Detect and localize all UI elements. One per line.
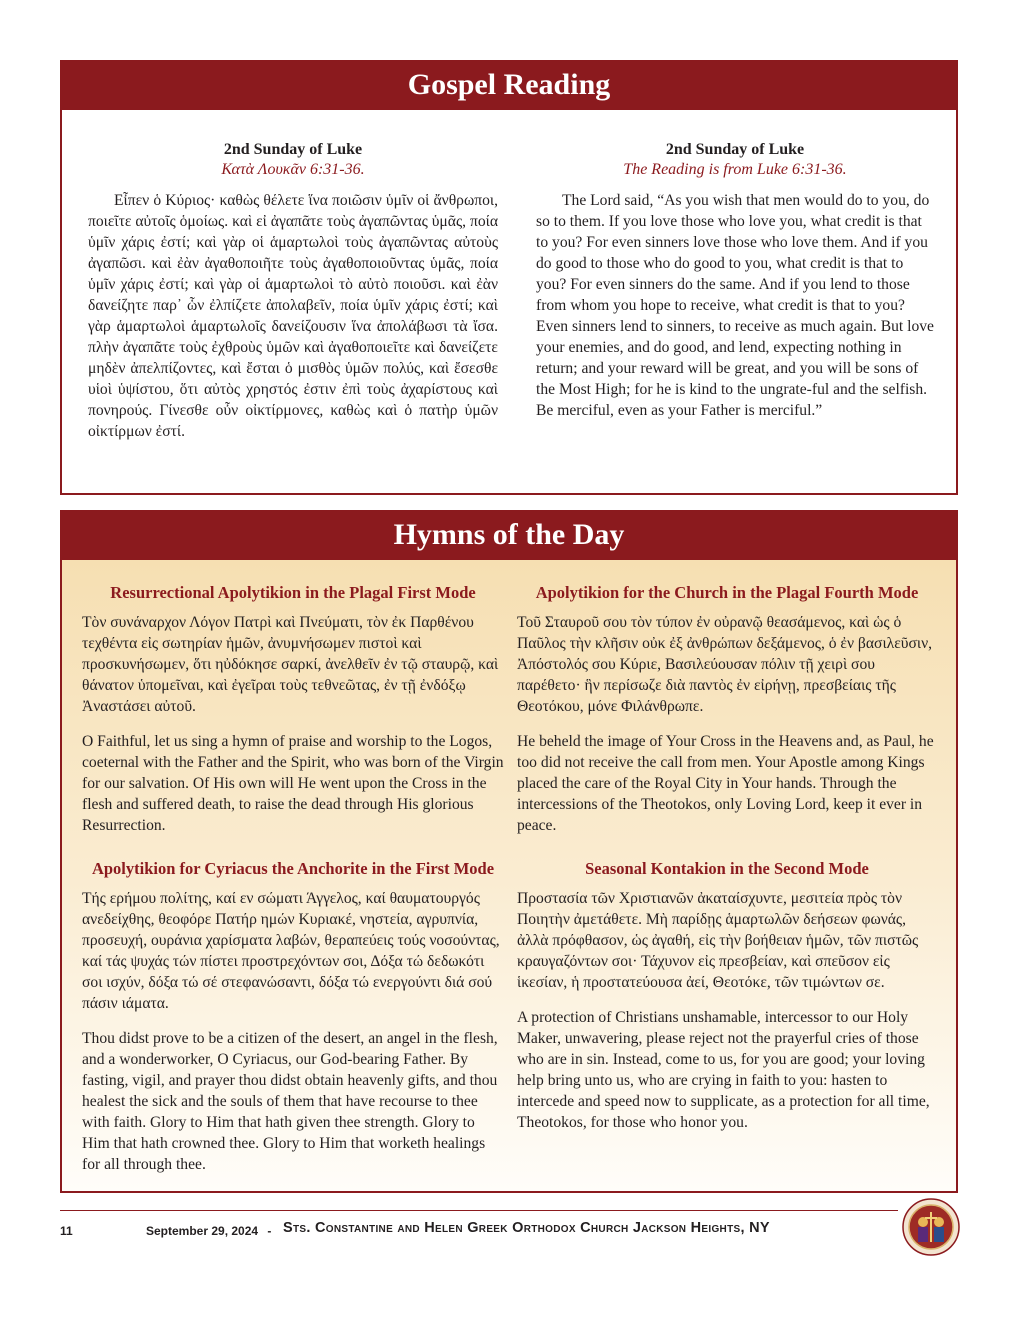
hymns-heading: Hymns of the Day xyxy=(62,512,956,560)
gospel-greek-title: 2nd Sunday of Luke xyxy=(223,141,363,158)
hymn-greek-text: Τής ερήμου πολίτης, καί εν σώματι Άγγελος, καί θαυματουργός ανεδείχθης, θεοφόρε Πατήρ ημών Κυριακέ, νηστεία, αγρυπνία, προσευχή, ουράνια χαρίσματα λαβών, θεραπεύεις τούς νοσούντας, καί τάς ψυχάς τών πίστει προστρεχόντων σοι, Δόξα τώ δεδωκότι σοι ισχύν, δόξα τώ σέ στεφανώσαντι, δόξα τώ ενεργούντι διά σού πάσιν ιάματα. xyxy=(82,890,500,1012)
footer-date xyxy=(146,1224,271,1238)
hymn-greek-text: Τὸν συνάναρχον Λόγον Πατρὶ καὶ Πνεύματι, τὸν ἐκ Παρθένου τεχθέντα εἰς σωτηρίαν ἡμῶν, ἀνυμνήσωμεν πιστοὶ καὶ προσκυνήσωμεν, ὅτι ηὐδόκησε σαρκί, ἀνελθεῖν ἐν τῷ σταυρῷ, καὶ θάνατον ὑπομεῖναι, καὶ ἐγεῖραι τοὺς τεθνεῶτας, ἐν τῇ ἐνδόξῳ Ἀναστάσει αὐτοῦ. xyxy=(82,614,499,715)
gospel-greek-column xyxy=(88,140,498,442)
hymn-block xyxy=(517,858,937,1147)
hymn-block xyxy=(82,582,504,850)
hymn-english-text: He beheld the image of Your Cross in the Heavens and, as Paul, he too did not receive the call from men. Your Apostle among Kings placed the care of the Royal City in Your hands. Through the intercessions of the Theotokos, only Loving Lord, keep it ever in peace. xyxy=(517,733,934,834)
hymn-greek-text: Τοῦ Σταυροῦ σου τὸν τύπον ἐν οὐρανῷ θεασάμενος, καὶ ὡς ὁ Παῦλος τὴν κλῆσιν οὐκ ἐξ ἀνθρώπων δεξάμενος, ὁ ἐν βασιλεῦσιν, Ἀπόστολός σου Κύριε, Βασιλεύουσαν πόλιν τῇ χειρὶ σου παρέθετο· ἣν περίσωζε διὰ παντὸς ἐν εἰρήνῃ, πρεσβείαις τῆς Θεοτόκου, μόνε Φιλάνθρωπε. xyxy=(517,614,933,715)
gospel-english-title: 2nd Sunday of Luke xyxy=(665,141,805,158)
hymn-block xyxy=(517,582,937,850)
gospel-heading: Gospel Reading xyxy=(62,62,956,110)
gospel-english-text: The Lord said, “As you wish that men would do to you, do so to them. If you love those who love you, what credit is that to you? For even sinners love those who love them. And if you do good to those who do good to you, what credit is that to you? For even sinners do the same. And if you lend to those from whom you hope to receive, what credit is that to you? Even sinners lend to sinners, to receive as much again. But love your enemies, and do good, and lend, expecting nothing in return; and your reward will be great, and you will be sons of the Most High; for he is kind to the ungrate-ful and the selfish. Be merciful, even as your Father is merciful.” xyxy=(536,192,934,419)
gospel-reading-section xyxy=(60,60,958,495)
church-seal-icon xyxy=(902,1198,960,1256)
footer-church-name: Sts. Constantine and Helen Greek Orthodox Church Jackson Heights, NY xyxy=(283,1220,770,1236)
gospel-english-column xyxy=(536,140,934,421)
hymn-english-text: O Faithful, let us sing a hymn of praise and worship to the Logos, coeternal with the Father and the Spirit, who was born of the Virgin for our salvation. Of His own will He went upon the Cross in the flesh and suffered death, to raise the dead through His glorious Resurrection. xyxy=(82,733,504,834)
hymn-title: Apolytikion for Cyriacus the Anchorite in the First Mode xyxy=(91,859,495,878)
hymn-title: Apolytikion for the Church in the Plagal Fourth Mode xyxy=(535,583,919,602)
hymn-block xyxy=(82,858,504,1189)
hymns-section xyxy=(60,510,958,1193)
hymn-greek-text: Προστασία τῶν Χριστιανῶν ἀκαταίσχυντε, μεσιτεία πρὸς τὸν Ποιητὴν ἀμετάθετε. Μὴ παρίδῃς ἁμαρτωλῶν δεήσεων φωνάς, ἀλλὰ πρόφθασον, ὡς ἀγαθή, εἰς τὴν βοήθειαν ἡμῶν, τῶν πιστῶς κραυγαζόντων σοι· Τάχυνον εἰς πρεσβείαν, καὶ σπεῦσον εἰς ἱκεσίαν, ἡ προστατεύουσα ἀεί, Θεοτόκε, τῶν τιμώντων σε. xyxy=(517,890,919,991)
gospel-english-subtitle: The Reading is from Luke 6:31-36. xyxy=(623,161,847,178)
hymn-english-text: Thou didst prove to be a citizen of the desert, an angel in the flesh, and a wonderworker, O Cyriacus, our God-bearing Father. By fasting, vigil, and prayer thou didst obtain heavenly gifts, and thou healest the sick and the souls of them that have recourse to thee with faith. Glory to Him that hath given thee strength. Glory to Him that hath crowned thee. Glory to Him that worketh healings for all through thee. xyxy=(82,1030,498,1173)
page-number: 11 xyxy=(60,1224,73,1238)
gospel-greek-text: Εἶπεν ὁ Κύριος· καθὼς θέλετε ἵνα ποιῶσιν ὑμῖν οἱ ἄνθρωποι, ποιεῖτε αὐτοῖς ὁμοίως. καὶ εἰ ἀγαπᾶτε τοὺς ἀγαπῶντας ὑμᾶς, ποία ὑμῖν χάρις ἐστί; καὶ γὰρ οἱ ἁμαρτωλοὶ τοὺς ἀγαπῶντας αὐτοὺς ἀγαπῶσι. καὶ ἐὰν ἀγαθοποιῆτε τοὺς ἀγαθοποιοῦντας ὑμᾶς, ποία ὑμῖν χάρις ἐστί; καὶ γὰρ οἱ ἁμαρτωλοὶ τὸ αὐτὸ ποιοῦσι. καὶ ἐὰν δανείζητε παρ᾽ ὧν ἐλπίζετε ἀπολαβεῖν, ποία ὑμῖν χάρις ἐστί; καὶ γὰρ ἁμαρτωλοὶ ἁμαρτωλοῖς δανείζουσιν ἵνα ἀπολάβωσι τὰ ἴσα. πλὴν ἀγαπᾶτε τοὺς ἐχθροὺς ὑμῶν καὶ ἀγαθοποιεῖτε καὶ δανείζετε μηδὲν ἀπελπίζοντες, καὶ ἔσται ὁ μισθὸς ὑμῶν πολύς, καὶ ἔσεσθε υἱοὶ ὑψίστου, ὅτι αὐτὸς χρηστός ἐστιν ἐπὶ τοὺς ἀχαρίστους καὶ πονηρούς. Γίνεσθε οὖν οἰκτίρμονες, καθὼς καὶ ὁ πατὴρ ὑμῶν οἰκτίρμων ἐστί. xyxy=(88,192,498,440)
footer-separator: - xyxy=(267,1224,272,1238)
footer-date-text: September 29, 2024 xyxy=(146,1224,259,1238)
hymns-body xyxy=(62,560,956,1191)
footer-rule xyxy=(60,1210,898,1211)
gospel-greek-subtitle: Κατὰ Λουκᾶν 6:31-36. xyxy=(221,161,365,178)
hymn-title: Seasonal Kontakion in the Second Mode xyxy=(585,859,869,878)
hymn-title: Resurrectional Apolytikion in the Plagal First Mode xyxy=(110,583,476,602)
hymn-english-text: A protection of Christians unshamable, intercessor to our Holy Maker, unwavering, please reject not the prayerful cries of those who are in sin. Instead, come to us, for you are good; your loving help bring unto us, who are crying in faith to you: hasten to intercede and speed now to supplicate, as a protection for all time, Theotokos, for those who honor you. xyxy=(517,1009,930,1131)
